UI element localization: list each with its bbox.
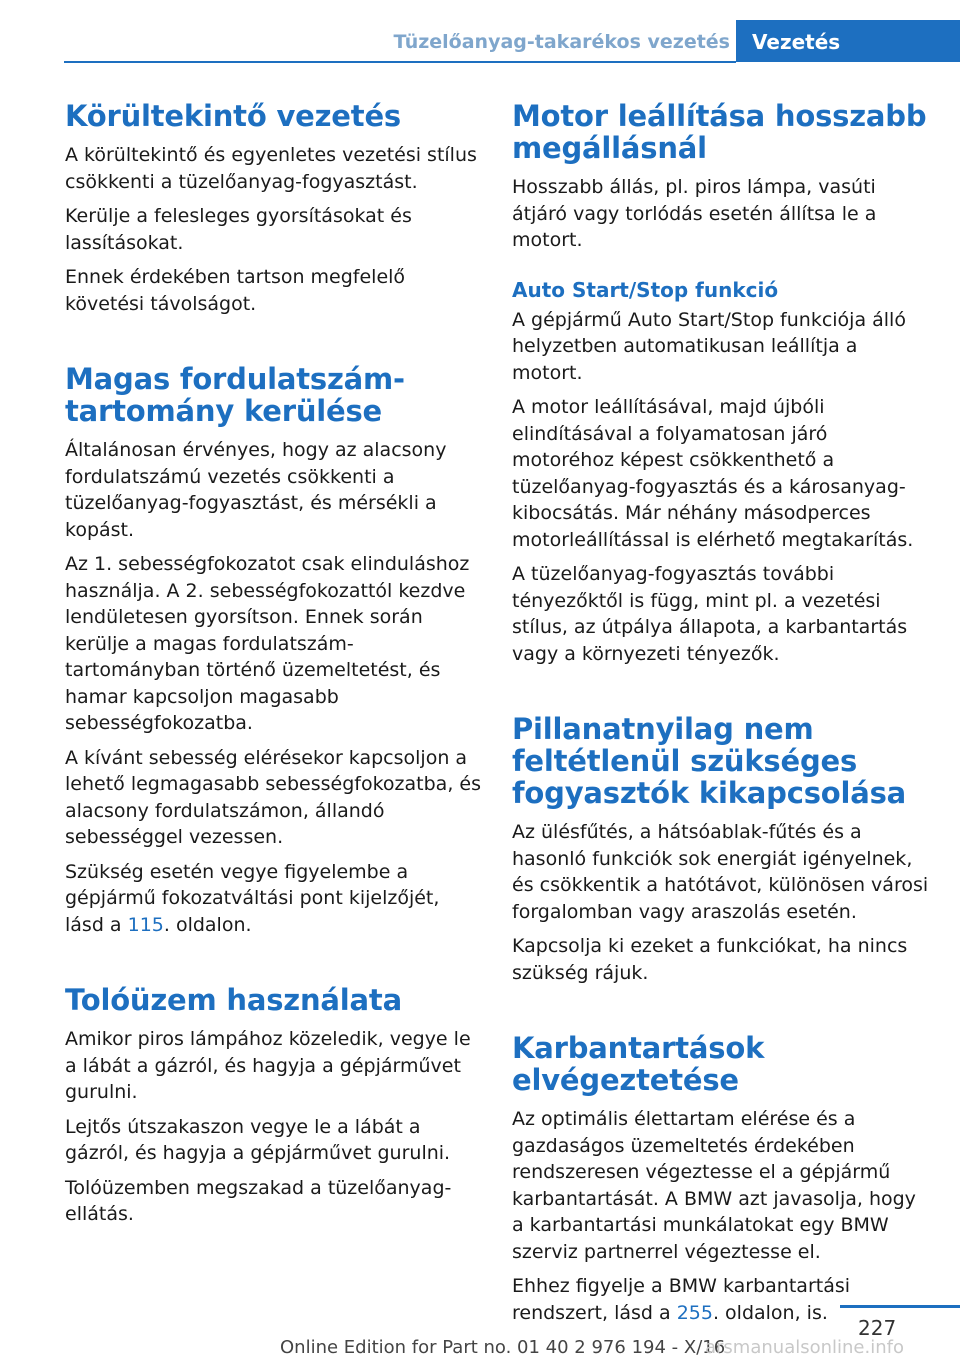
text: . oldalon.: [163, 913, 252, 936]
paragraph: Tolóüzemben megszakad a tüzelőanyag-ellátás.: [65, 1176, 452, 1225]
text: Ehhez figyelje a BMW karbantartási rendszert, lásd a: [512, 1275, 851, 1324]
left-column: [65, 100, 483, 1274]
watermark: arsmanualsonline.info: [705, 1337, 904, 1358]
footer-rule: [840, 1305, 960, 1308]
paragraph: Hosszabb állás, pl. piros lámpa, vasúti átjáró vagy torlódás esetén állítsa le a motort.: [512, 176, 877, 251]
paragraph: A tüzelőanyag-fogyasztás további tényezőktől is függ, mint pl. a vezetési stílus, az útpálya állapota, a karbantartás vagy a környezeti tényezők.: [512, 563, 908, 665]
section-maintenance: [512, 1032, 932, 1326]
section-heading: Tolóüzem használata: [65, 983, 402, 1017]
section-heading: Pillanatnyilag nem feltétlenül szükséges fogyasztók kikapcsolása: [512, 712, 907, 810]
page-header: [0, 0, 960, 64]
paragraph: Amikor piros lámpához közeledik, vegye le a lábát a gázról, és hagyja a gépjárművet gurulni.: [65, 1028, 471, 1103]
header-rule: [64, 61, 736, 63]
paragraph: Lejtős útszakaszon vegye le a lábát a gázról, és hagyja a gépjárművet gurulni.: [65, 1115, 451, 1164]
paragraph: A körültekintő és egyenletes vezetési stílus csökkenti a tüzelőanyag-fogyasztást.: [65, 144, 477, 193]
section-heading: Magas fordulatszám-tartomány kerülése: [65, 362, 405, 428]
section-heading: Motor leállítása hosszabb megállásnál: [512, 99, 927, 165]
paragraph: A gépjármű Auto Start/Stop funkciója álló helyzetben automatikusan leállítja a motort.: [512, 308, 906, 384]
paragraph: Az 1. sebességfokozatot csak elinduláshoz használja. A 2. sebességfokozattól kezdve lendületesen gyorsítson. Ennek során kerülje a magas fordulatszám-tartományban történő üzemeltetést, és hamar kapcsoljon magasabb sebességfokozatba.: [65, 553, 470, 734]
paragraph: Az optimális élettartam elérése és a gazdaságos üzemeltetés érdekében rendszeresen végeztesse el a gépjármű karbantartását. A BMW azt javasolja, hogy a karbantartási munkálatokat egy BMW szerviz partnerrel végeztesse el.: [512, 1108, 916, 1263]
header-section-title: Tüzelőanyag-takarékos vezetés: [393, 31, 730, 53]
paragraph: A kívánt sebesség elérésekor kapcsoljon a lehető legmagasabb sebességfokozatba, és alacsony fordulatszámon, állandó sebességgel vezessen.: [65, 746, 481, 848]
paragraph-with-link: [65, 859, 483, 939]
section-careful-driving: [65, 100, 483, 317]
page-number: 227: [858, 1316, 897, 1340]
section-coasting: [65, 984, 483, 1228]
header-chapter-tab[interactable]: Vezetés: [736, 20, 960, 62]
subsection-heading: Auto Start/Stop funkció: [512, 277, 779, 302]
edition-text: Online Edition for Part no. 01 40 2 976 194 - X/16: [280, 1337, 726, 1358]
section-engine-stop: [512, 100, 932, 667]
subsection-auto-start-stop: [512, 276, 932, 668]
paragraph: Általánosan érvényes, hogy az alacsony fordulatszámú vezetés csökkenti a tüzelőanyag-fogyasztást, és mérsékli a kopást.: [65, 439, 447, 541]
section-avoid-high-rpm: [65, 363, 483, 938]
section-heading: Körültekintő vezetés: [65, 99, 401, 133]
section-switch-off-consumers: [512, 713, 932, 986]
section-heading: Karbantartások elvégeztetése: [512, 1031, 765, 1097]
paragraph: Ennek érdekében tartson megfelelő követési távolságot.: [65, 266, 406, 315]
page-link-115[interactable]: 115: [127, 913, 164, 936]
paragraph: A motor leállításával, majd újbóli elindításával a folyamatosan járó motoréhoz képest csökkenthető a tüzelőanyag-fogyasztás és a károsanyag-kibocsátás. Már néhány másodperces motorleállítással is elérhető megtakarítás.: [512, 396, 914, 551]
paragraph: Kerülje a felesleges gyorsításokat és lassításokat.: [65, 205, 412, 254]
text: Szükség esetén vegye figyelembe a gépjármű fokozatváltási pont kijelzőjét, lásd a: [65, 860, 440, 936]
paragraph: Kapcsolja ki ezeket a funkciókat, ha nincs szükség rájuk.: [512, 935, 908, 984]
paragraph: Az ülésfűtés, a hátsóablak-fűtés és a hasonló funkciók sok energiát igényelnek, és csökkentik a hatótávot, különösen városi forgalomban vagy araszolás esetén.: [512, 821, 929, 923]
text: . oldalon, is.: [712, 1301, 828, 1324]
page-link-255[interactable]: 255: [676, 1301, 713, 1324]
right-column: [512, 100, 932, 1372]
